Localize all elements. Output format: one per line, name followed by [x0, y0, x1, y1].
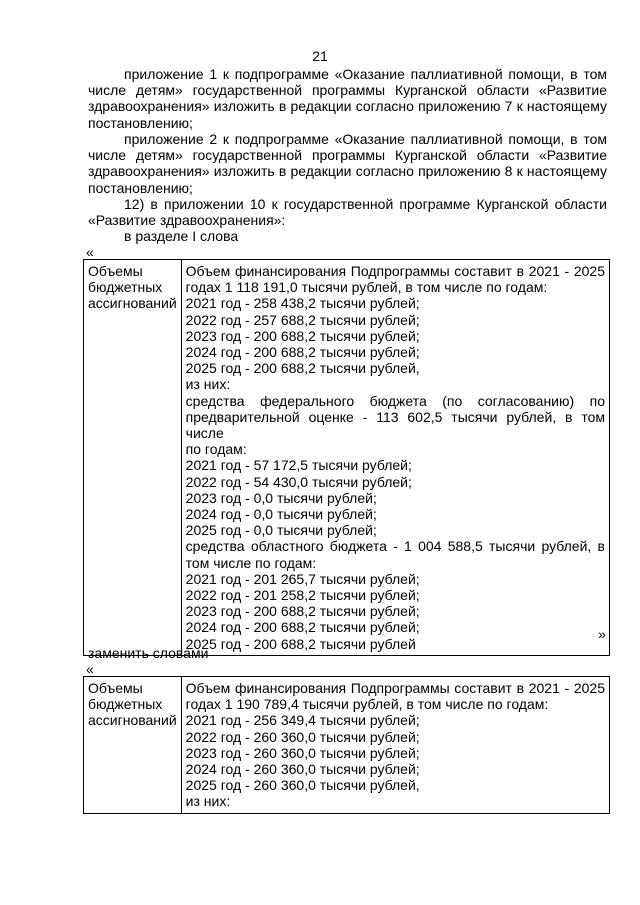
year-line: 2023 год - 0,0 тысячи рублей; [185, 489, 377, 506]
paragraph-text: числе детям» государственной программы Курганской области «Развитие здравоохранения» изложить в редакции согласно приложению 8 к настоящему постановлению; [88, 147, 607, 196]
year-line: 2024 год - 200 688,2 тысячи рублей; [185, 344, 420, 361]
year-line: 2025 год - 200 688,2 тысячи рублей [185, 635, 416, 652]
paragraph-appendix-1 [88, 66, 607, 131]
replace-phrase: заменить словами [88, 645, 209, 661]
open-quote: « [86, 661, 94, 677]
year-line: 2022 год - 201 258,2 тысячи рублей; [185, 587, 420, 604]
text-line: средства федерального бюджета (по согласованию) по [185, 392, 605, 409]
table-content-cell [181, 260, 609, 656]
paragraph-text: числе детям» государственной программы Курганской области «Развитие здравоохранения» изложить в редакции согласно приложению 7 к настоящему постановлению; [88, 82, 607, 131]
label-line: ассигнований [88, 712, 177, 729]
label-line: бюджетных [88, 279, 163, 296]
page-number: 21 [312, 48, 328, 64]
budget-table-new [83, 676, 610, 814]
text-line: средства областного бюджета - 1 004 588,5 тысячи рублей, в [185, 538, 605, 555]
text-line: годах 1 118 191,0 тысячи рублей, в том числе по годам: [185, 279, 548, 296]
year-line: 2021 год - 258 438,2 тысячи рублей; [185, 295, 420, 312]
paragraph-line: приложение 1 к подпрограмме «Оказание паллиативной помощи, в том [124, 66, 607, 82]
table-label-cell [84, 260, 182, 656]
text-line: из них: [185, 793, 231, 810]
year-line: 2024 год - 200 688,2 тысячи рублей; [185, 619, 420, 636]
close-quote: » [598, 626, 606, 642]
text-line: по годам: [185, 441, 247, 458]
year-line: 2025 год - 260 360,0 тысячи рублей, [185, 777, 420, 794]
year-line: 2021 год - 57 172,5 тысячи рублей; [185, 457, 412, 474]
paragraph-appendix-2 [88, 131, 607, 196]
year-line: 2025 год - 200 688,2 тысячи рублей, [185, 360, 420, 377]
table-content-cell [181, 677, 609, 814]
year-line: 2024 год - 260 360,0 тысячи рублей; [185, 761, 420, 778]
budget-table-old [83, 259, 610, 656]
text-line: том числе по годам: [185, 554, 317, 571]
year-line: 2021 год - 201 265,7 тысячи рублей; [185, 570, 420, 587]
year-line: 2023 год - 260 360,0 тысячи рублей; [185, 744, 420, 761]
open-quote: « [86, 244, 94, 260]
paragraph-line: приложение 2 к подпрограмме «Оказание паллиативной помощи, в том [124, 131, 607, 147]
text-line: годах 1 190 789,4 тысячи рублей, в том числе по годам: [185, 696, 549, 713]
year-line: 2022 год - 257 688,2 тысячи рублей; [185, 311, 420, 328]
text-line: предварительной оценке - 113 602,5 тысячи рублей, в том числе [185, 408, 605, 442]
label-line: Объемы [88, 680, 143, 696]
year-line: 2024 год - 0,0 тысячи рублей; [185, 506, 377, 523]
text-line: Объем финансирования Подпрограммы составит в 2021 - 2025 [185, 263, 605, 279]
year-line: 2022 год - 260 360,0 тысячи рублей; [185, 728, 420, 745]
label-line: бюджетных [88, 696, 163, 713]
year-line: 2022 год - 54 430,0 тысячи рублей; [185, 473, 412, 490]
label-line: ассигнований [88, 295, 177, 312]
paragraph-item-12 [88, 196, 607, 228]
section-intro: в разделе I слова [124, 228, 239, 244]
paragraph-text: «Развитие здравоохранения»: [88, 212, 286, 229]
year-line: 2025 год - 0,0 тысячи рублей; [185, 522, 377, 539]
year-line: 2021 год - 256 349,4 тысячи рублей; [185, 712, 420, 729]
year-line: 2023 год - 200 688,2 тысячи рублей; [185, 603, 420, 620]
text-line: из них: [185, 376, 231, 393]
paragraph-line: 12) в приложении 10 к государственной программе Курганской области [124, 196, 607, 212]
year-line: 2023 год - 200 688,2 тысячи рублей; [185, 327, 420, 344]
text-line: Объем финансирования Подпрограммы составит в 2021 - 2025 [185, 680, 605, 696]
label-line: Объемы [88, 263, 143, 279]
table-label-cell [84, 677, 182, 814]
